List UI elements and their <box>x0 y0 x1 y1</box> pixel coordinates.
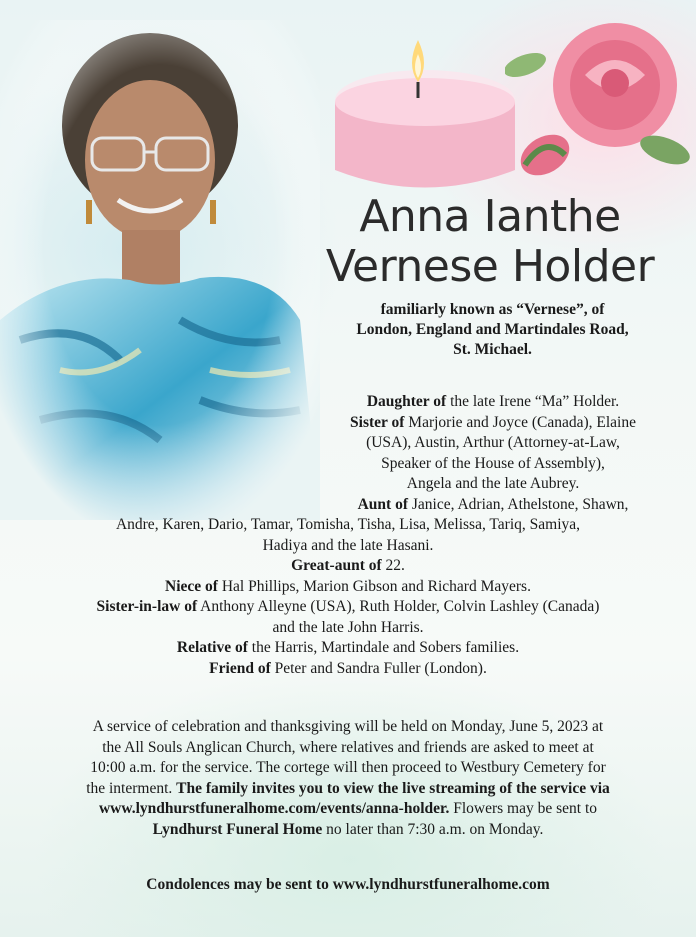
sister-in-law-of: Sister-in-law of Anthony Alleyne (USA), Ruth Holder, Colvin Lashley (Canada) <box>96 598 600 615</box>
service-details <box>20 717 676 840</box>
service-line: Lyndhurst Funeral Home no later than 7:30 a.m. on Monday. <box>152 820 544 838</box>
sister-of: Sister of Marjorie and Joyce (Canada), Elaine <box>350 413 636 431</box>
service-line: A service of celebration and thanksgiving will be held on Monday, June 5, 2023 at <box>92 718 604 735</box>
aunt-of-line: Hadiya and the late Hasani. <box>262 536 434 554</box>
aunt-of: Aunt of Janice, Adrian, Athelstone, Shawn, <box>357 495 629 513</box>
service-line: 10:00 a.m. for the service. The cortege will then proceed to Westbury Cemetery for <box>90 759 606 776</box>
known-as-line: London, England and Martindales Road, <box>356 321 629 338</box>
service-line: the All Souls Anglican Church, where relatives and friends are asked to meet at <box>102 738 594 756</box>
relations-section <box>30 392 666 679</box>
friend-of: Friend of Peter and Sandra Fuller (London). <box>209 659 487 677</box>
rose-image <box>505 5 696 195</box>
deceased-name <box>300 192 680 292</box>
service-line: the interment. The family invites you to view the live streaming of the service via <box>86 779 610 797</box>
candle-image <box>330 30 520 195</box>
sister-in-law-line: and the late John Harris. <box>272 618 424 636</box>
great-aunt-of: Great-aunt of 22. <box>291 557 405 574</box>
daughter-of: Daughter of the late Irene “Ma” Holder. <box>366 393 620 410</box>
name-line-2: Vernese Holder <box>325 241 655 292</box>
known-as-line: familiarly known as “Vernese”, of <box>380 301 605 318</box>
livestream-link[interactable]: www.lyndhurstfuneralhome.com/events/anna-holder. <box>98 800 450 817</box>
known-as-line: St. Michael. <box>453 341 532 358</box>
niece-of: Niece of Hal Phillips, Marion Gibson and Richard Mayers. <box>165 577 531 595</box>
sister-of-line: (USA), Austin, Arthur (Attorney-at-Law, <box>366 434 620 451</box>
service-line: www.lyndhurstfuneralhome.com/events/anna-holder. Flowers may be sent to <box>98 800 598 817</box>
relative-of: Relative of the Harris, Martindale and Sobers families. <box>176 639 520 656</box>
sister-of-line: Angela and the late Aubrey. <box>406 475 580 492</box>
name-line-1: Anna Ianthe <box>359 191 621 242</box>
aunt-of-line: Andre, Karen, Dario, Tamar, Tomisha, Tisha, Lisa, Melissa, Tariq, Samiya, <box>115 516 581 533</box>
known-as <box>300 300 685 360</box>
condolences-note: Condolences may be sent to www.lyndhurstfuneralhome.com <box>146 876 550 893</box>
sister-of-line: Speaker of the House of Assembly), <box>381 454 605 472</box>
